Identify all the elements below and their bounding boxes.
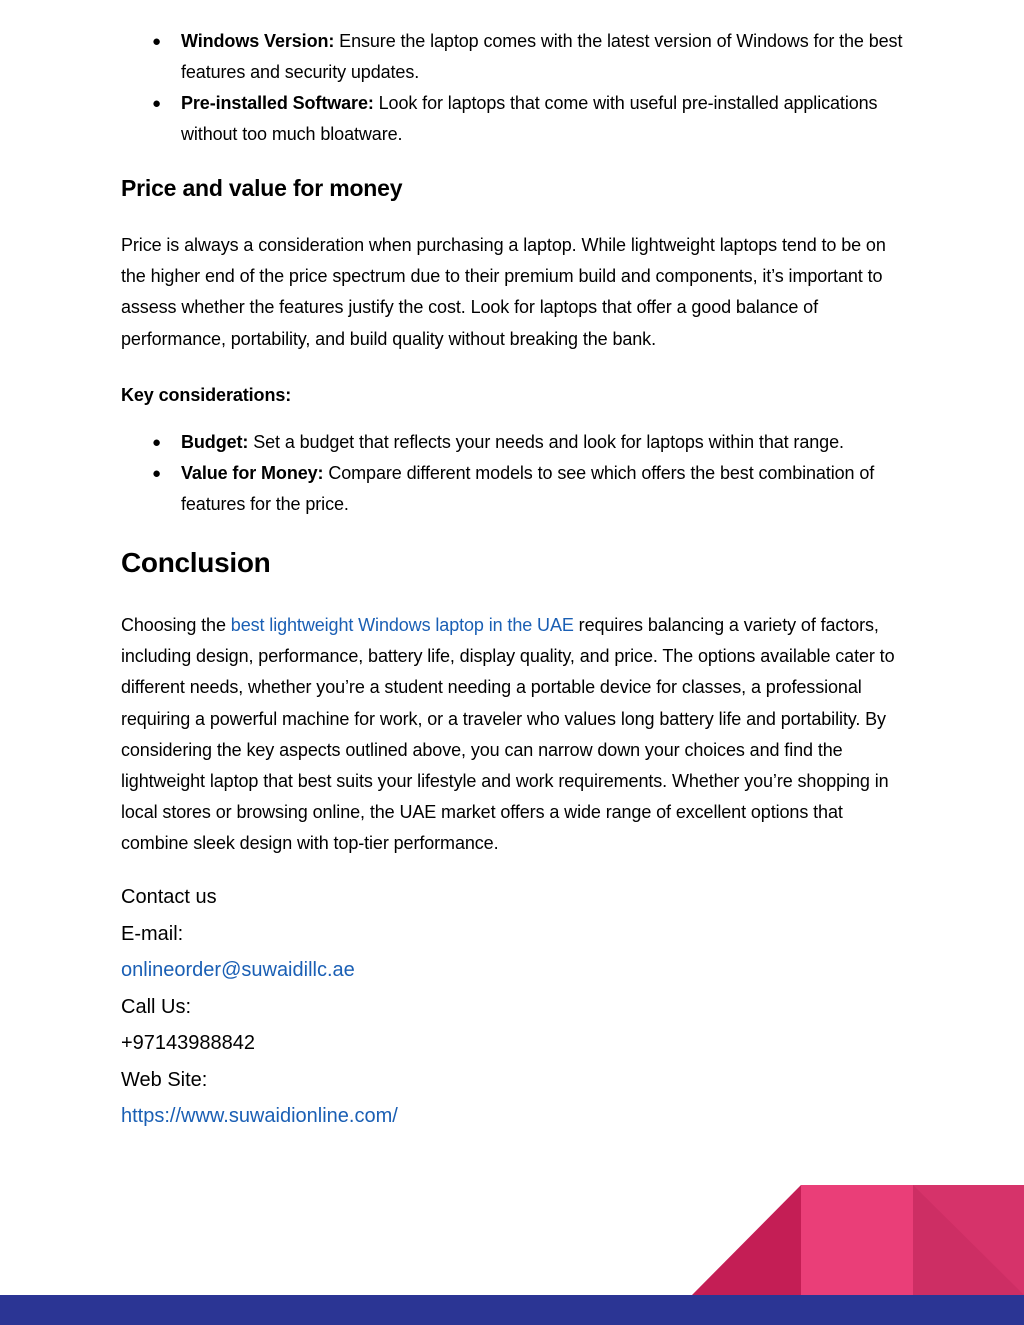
list-item <box>121 88 911 150</box>
footer-decoration <box>0 1185 1024 1325</box>
contact-block <box>121 879 398 1135</box>
website-label: Web Site: <box>121 1068 208 1091</box>
pink-triangle-shape <box>692 1185 801 1295</box>
software-list <box>121 26 911 150</box>
list-item-text: Set a budget that reflects your needs and look for laptops within that range. <box>248 432 844 452</box>
list-item-label: Pre-installed Software: <box>181 93 374 113</box>
section-heading-price: Price and value for money <box>121 175 403 201</box>
bullet-icon: ● <box>152 33 161 50</box>
key-considerations-label: Key considerations: <box>121 385 292 405</box>
footer-bar <box>0 1295 1024 1325</box>
bullet-icon: ● <box>152 465 161 482</box>
website-link[interactable]: https://www.suwaidionline.com/ <box>121 1105 398 1127</box>
pink-block-shape <box>801 1185 914 1295</box>
email-label: E-mail: <box>121 922 184 945</box>
list-item <box>121 458 911 520</box>
conclusion-text-end: requires balancing a variety of factors, including design, performance, battery life, display quality, and price. The options available cater to different needs, whether you’re a student needing a portable device for classes, a professional requiring a powerful machine for work, or a traveler who values long battery life and portability. By considering the key aspects outlined above, you can narrow down your choices and find the lightweight laptop that best suits your lifestyle and work requirements. Whether you’re shopping in local stores or browsing online, the UAE market offers a wide range of excellent options that combine sleek design with top-tier performance. <box>121 615 895 854</box>
price-paragraph: Price is always a consideration when purchasing a laptop. While lightweight laptops tend to be on the higher end of the price spectrum due to their premium build and components, it’s important to assess whether the features justify the cost. Look for laptops that offer a good balance of performance, portability, and build quality without breaking the bank. <box>121 235 886 349</box>
call-label: Call Us: <box>121 995 192 1018</box>
conclusion-text-start: Choosing the <box>121 615 231 635</box>
conclusion-paragraph <box>121 610 911 860</box>
list-item-label: Budget: <box>181 432 249 452</box>
phone-number: +97143988842 <box>121 1032 256 1054</box>
contact-title: Contact us <box>121 886 217 908</box>
email-link[interactable]: onlineorder@suwaidillc.ae <box>121 959 355 981</box>
list-item-text: Ensure the laptop comes with the latest version of Windows for the best features and security updates. <box>181 31 903 82</box>
section-heading-conclusion: Conclusion <box>121 547 271 578</box>
list-item-text: Look for laptops that come with useful pre-installed applications without too much bloatware. <box>181 93 878 144</box>
bullet-icon: ● <box>152 95 161 112</box>
bullet-icon: ● <box>152 434 161 451</box>
conclusion-link[interactable]: best lightweight Windows laptop in the UAE <box>230 615 574 635</box>
list-item-label: Value for Money: <box>181 463 324 483</box>
considerations-list <box>121 427 911 520</box>
list-item-text: Compare different models to see which offers the best combination of features for the price. <box>181 463 875 514</box>
list-item <box>121 26 911 88</box>
list-item <box>121 427 911 458</box>
list-item-label: Windows Version: <box>181 31 335 51</box>
